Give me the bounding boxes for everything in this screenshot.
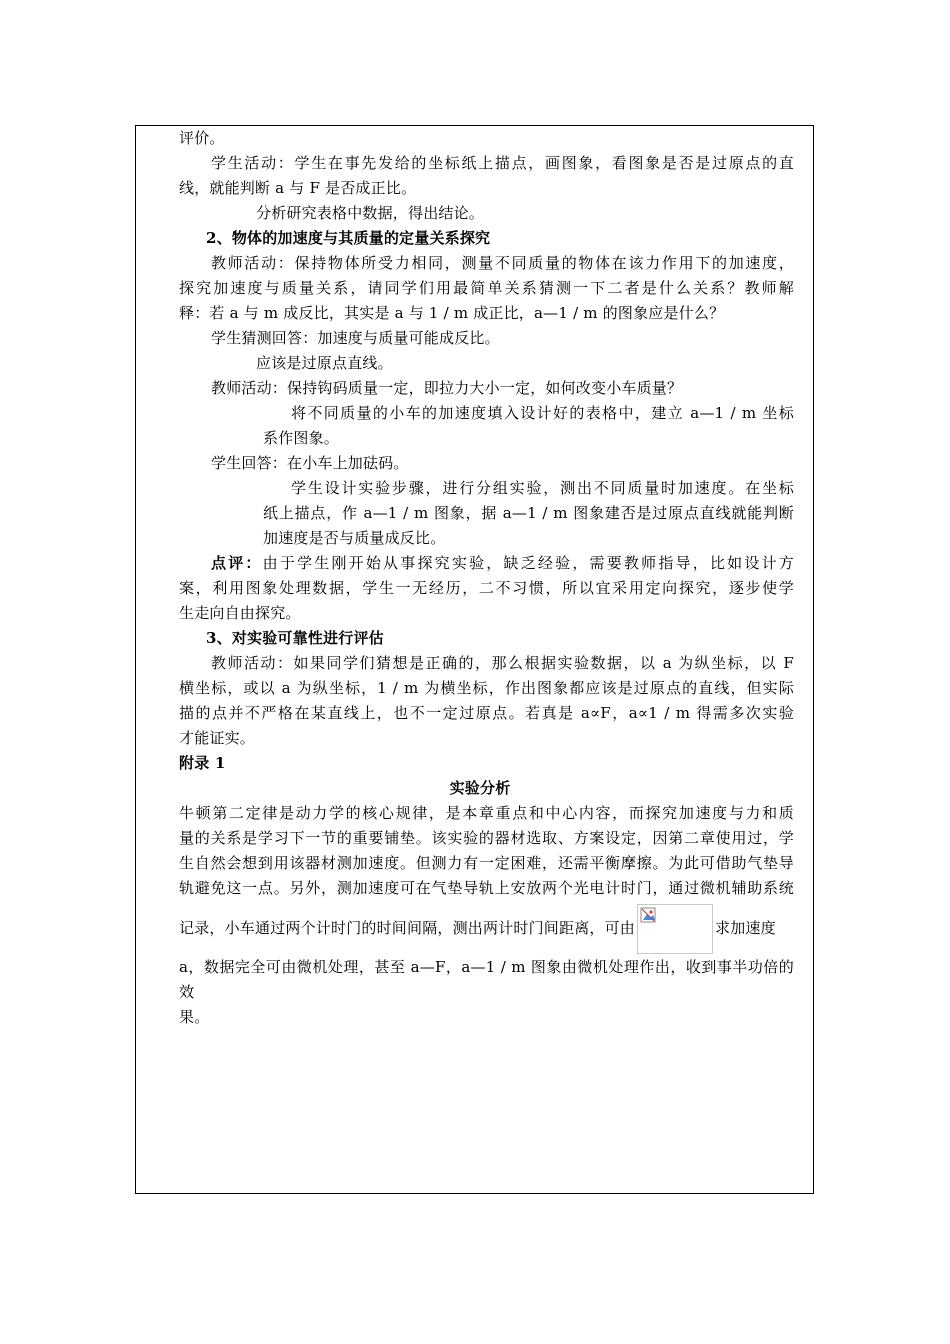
text-line: 分析研究表格中数据，得出结论。 — [256, 204, 485, 222]
text-line: 评价。 — [179, 129, 225, 147]
text-line: 学生猜测回答：加速度与质量可能成反比。 — [211, 329, 500, 347]
text-line: a，数据完全可由微机处理，甚至 a—F，a—1 / m 图象由微机处理作出，收到事半功倍的效 — [179, 958, 794, 1001]
text-line: 横坐标，或以 a 为纵坐标，1 / m 为横坐标，作出图象都应该是过原点的直线，但实际 — [179, 679, 794, 697]
text-line: 教师活动：保持钩码质量一定，即拉力大小一定，如何改变小车质量？ — [211, 379, 683, 397]
text-line: 应该是过原点直线。 — [256, 354, 393, 372]
text-line: 量的关系是学习下一节的重要铺垫。该实验的器材选取、方案设定，因第二章使用过，学 — [179, 829, 794, 847]
text-line: 生自然会想到用该器材测加速度。但测力有一定困难，还需平衡摩擦。为此可借助气垫导 — [179, 854, 794, 872]
appendix-title: 实验分析 — [449, 779, 511, 797]
text-line: 牛顿第二定律是动力学的核心规律，是本章重点和中心内容，而探究加速度与力和质 — [179, 804, 794, 822]
review-text: 由于学生刚开始从事探究实验，缺乏经验，需要教师指导，比如设计方 — [262, 554, 794, 572]
section-heading: 3、对实验可靠性进行评估 — [206, 629, 384, 647]
text-line: 释：若 a 与 m 成反比，其实是 a 与 1 / m 成正比，a—1 / m 的图象应是什么？ — [179, 304, 725, 322]
review-label: 点评： — [211, 554, 263, 572]
text-line: 教师活动：保持物体所受力相同，测量不同质量的物体在该力作用下的加速度， — [211, 254, 794, 272]
text-line: 果。 — [179, 1008, 210, 1026]
text-after-image: 求加速度 — [715, 919, 776, 937]
text-line: 学生活动：学生在事先发给的坐标纸上描点，画图象，看图象是否是过原点的直 — [211, 154, 794, 172]
text-line-with-image — [166, 901, 794, 955]
text-line: 纸上描点，作 a—1 / m 图象，据 a—1 / m 图象建否是过原点直线就能判断 — [263, 504, 794, 522]
text-line: 将不同质量的小车的加速度填入设计好的表格中，建立 a—1 / m 坐标 — [291, 404, 794, 422]
appendix-label: 附录 1 — [179, 754, 226, 772]
text-line: 系作图象。 — [263, 429, 340, 447]
text-before-image: 记录，小车通过两个计时门的时间间隔，测出两计时门间距离，可由 — [179, 919, 636, 937]
text-line: 学生回答：在小车上加砝码。 — [211, 454, 409, 472]
section-heading: 2、物体的加速度与其质量的定量关系探究 — [206, 229, 491, 247]
text-line: 描的点并不严格在某直线上，也不一定过原点。若真是 a∝F，a∝1 / m 得需多次实验 — [179, 704, 794, 722]
text-line: 生走向自由探究。 — [179, 604, 301, 622]
text-line: 案，利用图象处理数据，学生一无经历，二不习惯，所以宜采用定向探究，逐步使学 — [179, 579, 794, 597]
document-frame — [135, 125, 814, 1194]
text-line: 学生设计实验步骤，进行分组实验，测出不同质量时加速度。在坐标 — [291, 479, 794, 497]
text-line: 才能证实。 — [179, 729, 256, 747]
text-line: 加速度是否与质量成反比。 — [263, 529, 446, 547]
document-body — [166, 126, 794, 1030]
text-line: 轨避免这一点。另外，测加速度可在气垫导轨上安放两个光电计时门，通过微机辅助系统 — [179, 879, 794, 897]
text-line: 探究加速度与质量关系，请同学们用最简单关系猜测一下二者是什么关系？教师解 — [179, 279, 794, 297]
review-line — [166, 551, 794, 576]
broken-image-icon — [640, 907, 658, 925]
text-line: 教师活动：如果同学们猜想是正确的，那么根据实验数据，以 a 为纵坐标，以 F — [211, 654, 794, 672]
formula-image — [637, 904, 713, 954]
text-line: 线，就能判断 a 与 F 是否成正比。 — [179, 179, 417, 197]
